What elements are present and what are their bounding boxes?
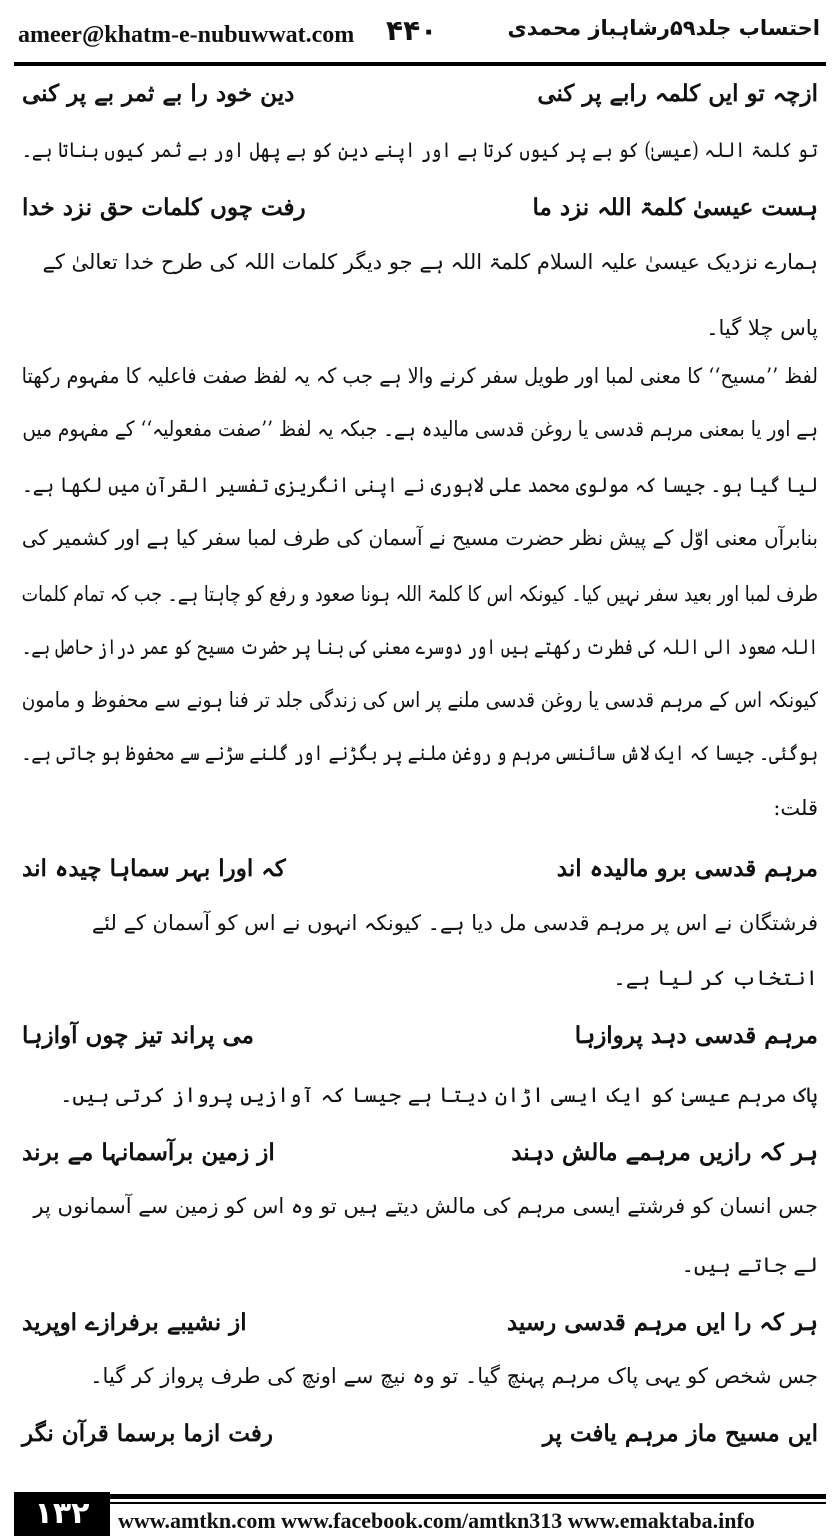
verse-couplet	[22, 1016, 818, 1056]
verse-first-hemistich: ایں مسیح ماز مرہم یافت پر	[542, 1420, 818, 1447]
text-line: جس انسان کو فرشتے ایسی مرہم کی مالش دیتے ہیں تو وہ اس کو زمین سے آسمانوں پر	[33, 1194, 818, 1218]
verse-first-hemistich: ہر کہ رازیں مرہمے مالش دہند	[511, 1139, 818, 1166]
verse-second-hemistich: دین خود را بے ثمر بے پر کنی	[22, 80, 295, 107]
text-line: تو کلمۃ اللہ (عیسیٰ) کو بے پر کیوں کرتا ہے اور اپنے دین کو بے پھل اور بے ثمر کیوں بناتا ہے۔	[22, 138, 818, 162]
header-page-number: ۴۴۰	[386, 14, 438, 47]
verse-first-hemistich: ہر کہ را ایں مرہم قدسی رسید	[506, 1309, 818, 1336]
verse-couplet	[22, 1414, 818, 1454]
text-line: جس شخص کو یہی پاک مرہم پہنچ گیا۔ تو وہ نیچ سے اونچ کی طرف پرواز کر گیا۔	[90, 1364, 818, 1388]
footer-page-number: ۱۳۲	[14, 1492, 110, 1536]
header-rule	[14, 62, 826, 66]
verse-second-hemistich: رفت ازما برسما قرآن نگر	[22, 1420, 273, 1447]
verse-couplet	[22, 188, 818, 228]
verse-first-hemistich: مرہم قدسی دہد پروازہا	[574, 1022, 818, 1049]
text-line: کیونکہ اس کے مرہم قدسی یا روغن قدسی ملنے پر اس کی زندگی جلد تر فنا ہونے سے محفوظ و مامون	[22, 688, 818, 712]
text-line: اللہ صعود الی اللہ کی فطرت رکھتے ہیں اور دوسرے معنی کی بنا پر حضرت مسیح کو عمر دراز حاصل ہے۔	[22, 635, 818, 659]
verse-second-hemistich: کہ اورا بہر سماہا چیدہ اند	[22, 855, 286, 882]
verse-couplet	[22, 74, 818, 114]
text-line: ہے اور یا بمعنی مرہم قدسی یا روغن قدسی مالیدہ ہے۔ جبکہ یہ لفظ ’’صفت مفعولیہ‘‘ کے مفہوم میں	[22, 417, 818, 441]
verse-couplet	[22, 1133, 818, 1173]
text-line: پاس چلا گیا۔	[706, 316, 818, 340]
text-line: فرشتگان نے اس پر مرہم قدسی مل دیا ہے۔ کیونکہ انہوں نے اس کو آسمان کے لئے	[91, 911, 818, 935]
verse-second-hemistich: از نشیبے برفرازے اوپرید	[22, 1309, 247, 1336]
text-line: پاک مرہم عیسیٰ کو ایک ایسی اڑان دیتا ہے جیسا کہ آوازیں پرواز کرتی ہیں۔	[60, 1083, 818, 1107]
verse-first-hemistich: ہست عیسیٰ کلمۃ اللہ نزد ما	[532, 194, 818, 221]
verse-couplet	[22, 849, 818, 889]
text-line: بنابرآں معنی اوّل کے پیش نظر حضرت مسیح نے آسمان کی طرف لمبا سفر کیا ہے اور کشمیر کی	[22, 526, 818, 550]
verse-couplet	[22, 1303, 818, 1343]
text-line: قلت:	[773, 796, 818, 820]
footer-rule-thin	[14, 1502, 826, 1504]
verse-first-hemistich: ازچہ تو ایں کلمہ رابے پر کنی	[537, 80, 818, 107]
text-line: ہوگئی۔ جیسا کہ ایک لاش سائنسی مرہم و روغن ملنے پر بگڑنے اور گلنے سڑنے سے محفوظ ہو جاتی ہے۔	[22, 741, 818, 765]
footer-links: www.amtkn.com www.facebook.com/amtkn313 www.emaktaba.info	[118, 1508, 755, 1533]
header-book-title: احتساب جلد۵۹رشاہباز محمدی	[507, 16, 820, 40]
text-line: لیا گیا ہو۔ جیسا کہ مولوی محمد علی لاہوری نے اپنی انگریزی تفسیر القرآن میں لکھا ہے۔	[22, 473, 818, 497]
text-line: لفظ ’’مسیح‘‘ کا معنی لمبا اور طویل سفر کرنے والا ہے جب کہ یہ لفظ صفت فاعلیہ کا مفہوم رکھتا	[22, 364, 818, 388]
text-line: ہمارے نزدیک عیسیٰ علیہ السلام کلمۃ اللہ ہے جو دیگر کلمات اللہ کی طرح خدا تعالیٰ کے	[42, 250, 818, 274]
verse-second-hemistich: رفت چوں کلمات حق نزد خدا	[22, 194, 306, 221]
text-line: انتخاب کر لیا ہے۔	[613, 966, 818, 990]
page-body	[22, 74, 818, 1452]
verse-first-hemistich: مرہم قدسی برو مالیدہ اند	[556, 855, 818, 882]
header-email: ameer@khatm-e-nubuwwat.com	[18, 22, 355, 48]
page-header	[0, 0, 840, 64]
verse-second-hemistich: می پراند تیز چوں آوازہا	[22, 1022, 254, 1049]
verse-second-hemistich: از زمین برآسمانہا مے برند	[22, 1139, 275, 1166]
text-line: طرف لمبا اور بعید سفر نہیں کیا۔ کیونکہ اس کا کلمۃ اللہ ہونا صعود و رفع کو چاہتا ہے۔ جب کہ تمام کلمات	[22, 582, 818, 606]
footer-rule	[14, 1494, 826, 1499]
text-line: لے جاتے ہیں۔	[681, 1253, 818, 1277]
